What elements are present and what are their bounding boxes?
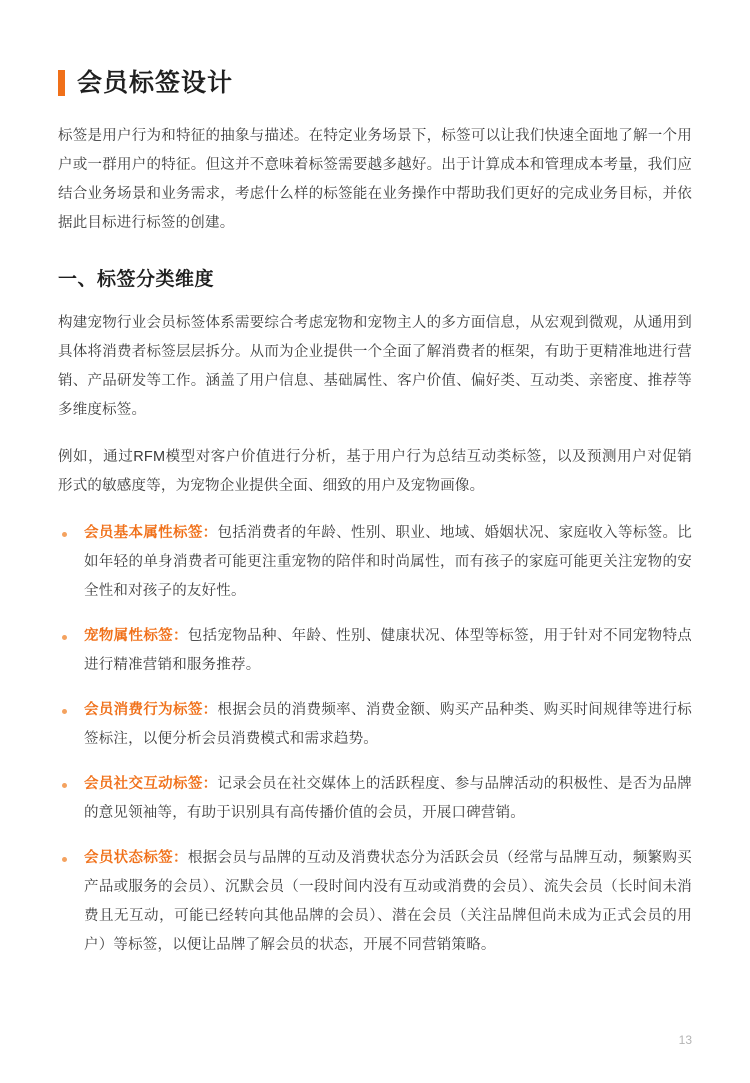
bullet-dot-icon	[62, 709, 67, 714]
list-item-text: 根据会员与品牌的互动及消费状态分为活跃会员（经常与品牌互动，频繁购买产品或服务的会员）、沉默会员（一段时间内没有互动或消费的会员）、流失会员（长时间未消费且无互动，可能已经转向其他品牌的会员）、潜在会员（关注品牌但尚未成为正式会员的用户）等标签，以便让品牌了解会员的状态，开展不同营销策略。	[84, 850, 692, 953]
page-number: 13	[678, 1033, 692, 1047]
page-title	[58, 70, 692, 96]
list-item-text: 包括宠物品种、年龄、性别、健康状况、体型等标签，用于针对不同宠物特点进行精准营销和服务推荐。	[84, 628, 692, 673]
list-item	[58, 519, 692, 606]
tag-category-list	[58, 519, 692, 960]
page-title-text: 会员标签设计	[77, 68, 234, 97]
list-item-text: 包括消费者的年龄、性别、职业、地域、婚姻状况、家庭收入等标签。比如年轻的单身消费者可能更注重宠物的陪伴和时尚属性，而有孩子的家庭可能更关注宠物的安全性和对孩子的友好性。	[84, 525, 692, 599]
section-paragraph-2: 例如，通过RFM模型对客户价值进行分析，基于用户行为总结互动类标签，以及预测用户对促销形式的敏感度等，为宠物企业提供全面、细致的用户及宠物画像。	[58, 449, 692, 494]
list-item-lead: 会员社交互动标签：	[84, 776, 218, 792]
list-item	[58, 696, 692, 754]
list-item-lead: 宠物属性标签：	[84, 628, 188, 644]
bullet-dot-icon	[62, 532, 67, 537]
list-item-text: 根据会员的消费频率、消费金额、购买产品种类、购买时间规律等进行标签标注，以便分析会员消费模式和需求趋势。	[84, 702, 692, 747]
section-heading: 一、标签分类维度	[58, 269, 215, 290]
intro-paragraph: 标签是用户行为和特征的抽象与描述。在特定业务场景下，标签可以让我们快速全面地了解一个用户或一群用户的特征。但这并不意味着标签需要越多越好。出于计算成本和管理成本考量，我们应结合业务场景和业务需求，考虑什么样的标签能在业务操作中帮助我们更好的完成业务目标，并依据此目标进行标签的创建。	[58, 128, 692, 231]
list-item	[58, 770, 692, 828]
bullet-dot-icon	[62, 857, 67, 862]
list-item-lead: 会员状态标签：	[84, 850, 188, 866]
title-accent-bar	[58, 70, 65, 96]
bullet-dot-icon	[62, 783, 67, 788]
list-item-lead: 会员基本属性标签：	[84, 525, 218, 541]
list-item-lead: 会员消费行为标签：	[84, 702, 218, 718]
list-item-text: 记录会员在社交媒体上的活跃程度、参与品牌活动的积极性、是否为品牌的意见领袖等，有助于识别具有高传播价值的会员，开展口碑营销。	[84, 776, 692, 821]
bullet-dot-icon	[62, 635, 67, 640]
list-item	[58, 622, 692, 680]
list-item	[58, 844, 692, 960]
section-paragraph-1: 构建宠物行业会员标签体系需要综合考虑宠物和宠物主人的多方面信息，从宏观到微观，从通用到具体将消费者标签层层拆分。从而为企业提供一个全面了解消费者的框架，有助于更精准地进行营销、产品研发等工作。涵盖了用户信息、基础属性、客户价值、偏好类、互动类、亲密度、推荐等多维度标签。	[58, 315, 692, 418]
